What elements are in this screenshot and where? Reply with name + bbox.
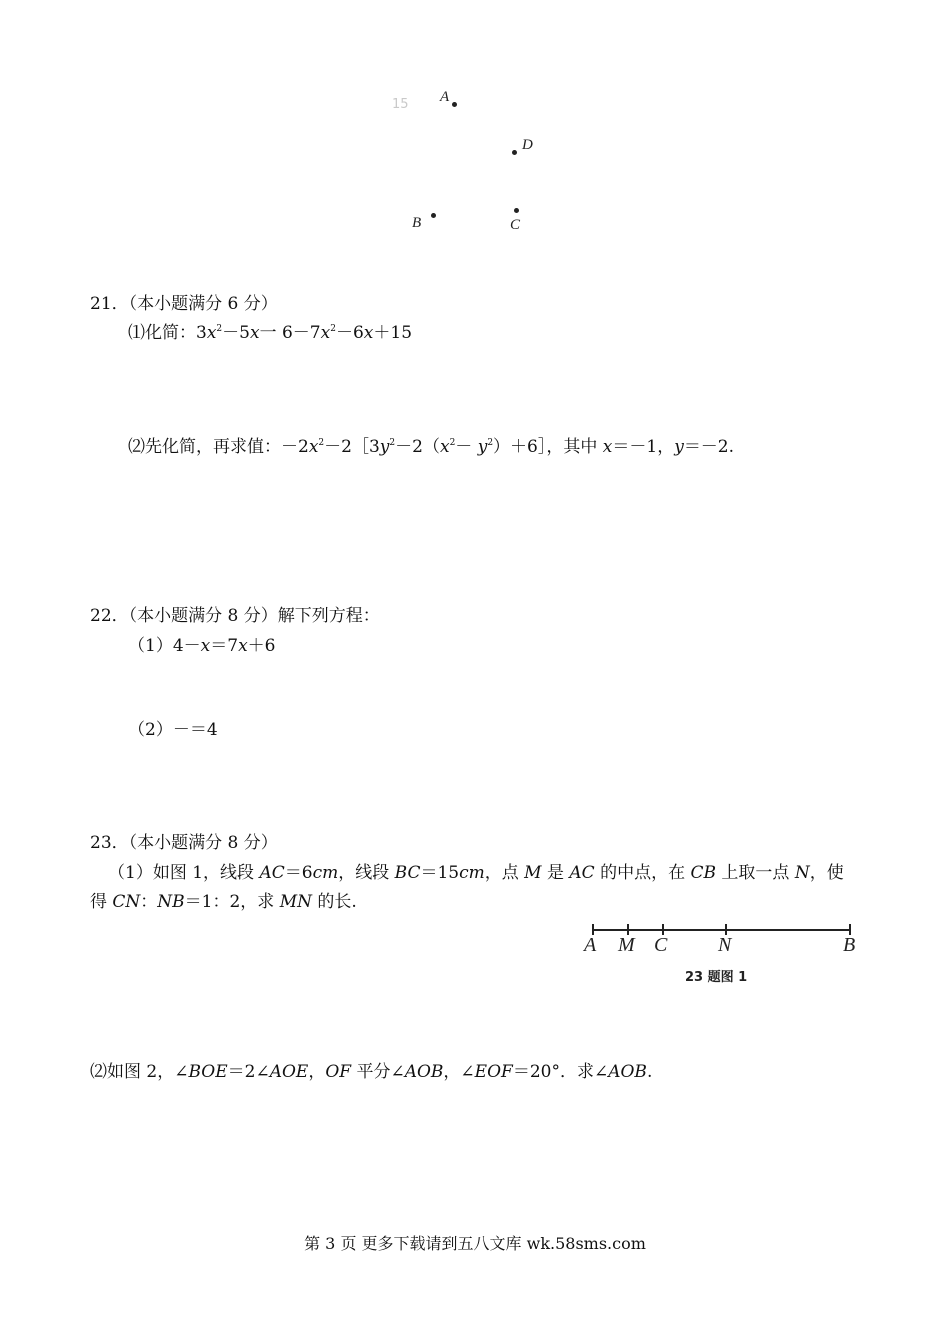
point-label-c: C <box>510 217 521 233</box>
q21-points: （本小题满分 6 分） <box>128 294 278 314</box>
faint-bleed-text: 15 <box>392 97 409 112</box>
q22-number: 22． <box>90 606 129 626</box>
q23-header <box>90 832 278 854</box>
q21-part1: ⑴化简：$3x^2-5x$一 $6-7x^2-6x+15$ <box>128 323 413 343</box>
q23-points: （本小题满分 8 分） <box>128 833 278 853</box>
page-footer: 第 3 页 更多下载请到五八文库 wk.58sms.com <box>304 1234 646 1253</box>
q21-header <box>90 293 278 315</box>
point-label-d: D <box>522 137 533 153</box>
point-label-a: A <box>440 89 450 105</box>
q23-part1-line1: （1）如图 1，线段 AC＝6cm，线段 BC＝15cm，点 M 是 AC 的中点，在 CB 上取一点 N，使 <box>108 863 844 883</box>
q22-header <box>90 605 380 627</box>
q21-part2: ⑵先化简，再求值：$-2x^2-2[3y^2-2(x^2-$ $y^2)+6]$，其中 x＝－1，y＝－2. <box>128 437 735 457</box>
figure-caption: 23 题图 1 <box>685 970 748 985</box>
q22-part1: （1）4－x＝7x＋6 <box>128 636 276 656</box>
point-a-dot <box>452 102 457 107</box>
q23-number: 23． <box>90 833 129 853</box>
q23-part1-line2: 得 CN：NB＝1：2，求 MN 的长. <box>90 892 357 912</box>
q22-part2: （2）－＝4 <box>128 720 218 740</box>
segment-label-c: C <box>654 934 668 956</box>
point-label-b: B <box>412 215 422 231</box>
point-b-dot <box>431 213 436 218</box>
q23-part2: ⑵如图 2，∠BOE＝2∠AOE，OF 平分∠AOB，∠EOF＝20°．求∠AOB. <box>90 1062 653 1082</box>
segment-label-m: M <box>618 934 635 956</box>
segment-label-a: A <box>584 934 597 956</box>
segment-label-n: N <box>718 934 732 956</box>
q22-points: （本小题满分 8 分）解下列方程： <box>128 606 380 626</box>
q21-number: 21． <box>90 294 129 314</box>
point-d-dot <box>512 150 517 155</box>
point-c-dot <box>514 208 519 213</box>
segment-label-b: B <box>843 934 856 956</box>
